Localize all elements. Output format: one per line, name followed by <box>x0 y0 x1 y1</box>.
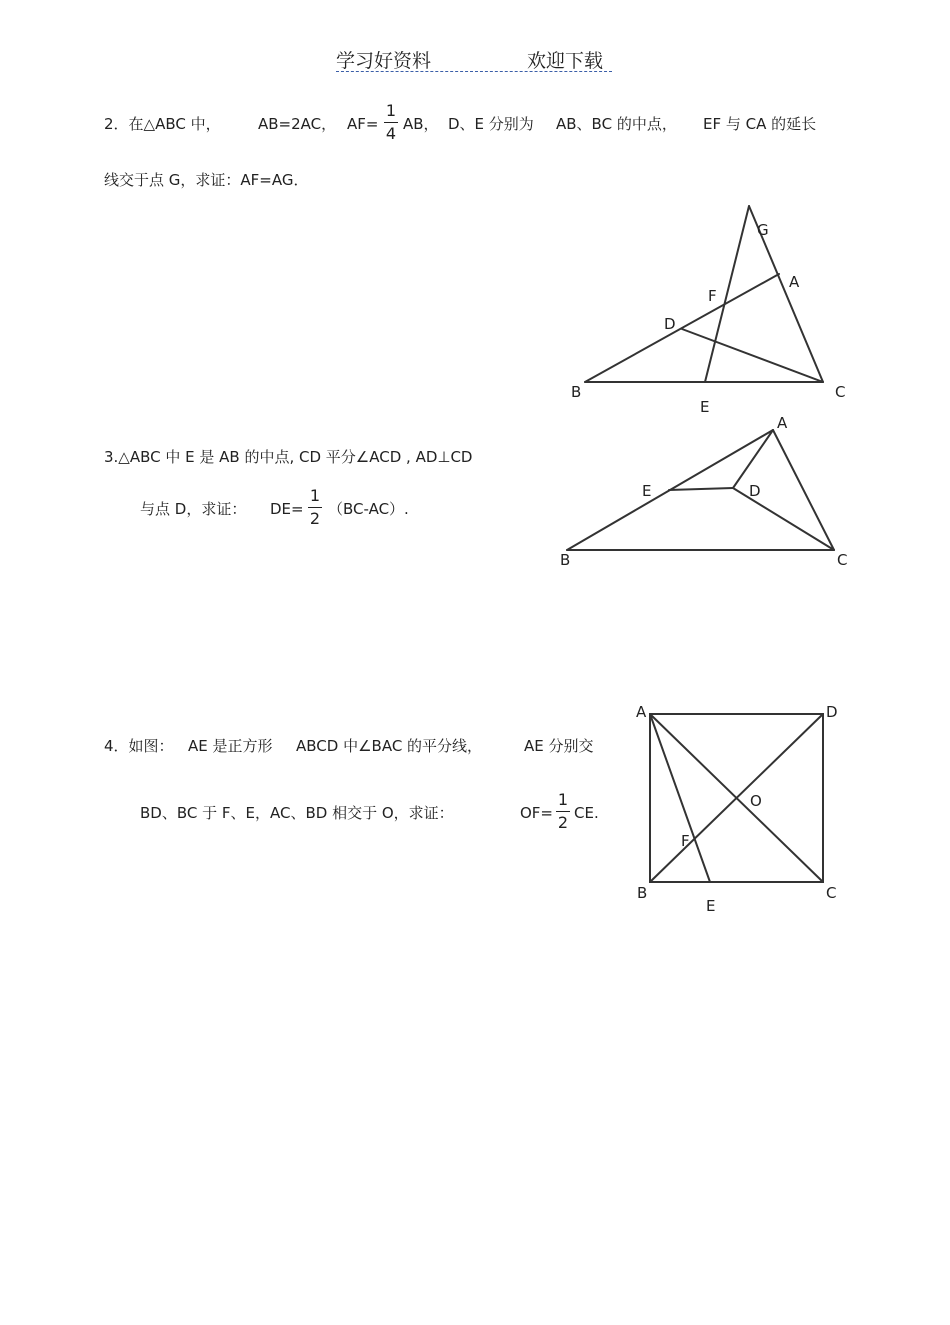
label-e: E <box>706 897 716 915</box>
problem-4-text-a: 4．如图： <box>104 737 174 755</box>
header-left-text: 学习好资料 <box>336 50 432 72</box>
segment-da <box>733 430 773 488</box>
label-c: C <box>837 551 848 569</box>
problem-2-text-e: D、E 分别为 <box>448 115 534 133</box>
fraction-numerator: 1 <box>309 486 321 505</box>
label-b: B <box>571 383 582 401</box>
problem-2-text-b: AB=2AC， <box>258 115 337 133</box>
problem-4-text-c: ABCD 中∠BAC 的平分线， <box>296 737 483 755</box>
label-o: O <box>750 792 762 810</box>
problem-2-text-c: AF= <box>347 115 379 133</box>
label-c: C <box>835 383 846 401</box>
problem-4-text-e: BD、BC 于 F、E，AC、BD 相交于 O，求证： <box>140 804 454 822</box>
label-a: A <box>777 414 788 432</box>
figure-problem-3 <box>567 430 834 550</box>
problem-3-text-a: 3.△ABC 中 E 是 AB 的中点, CD 平分∠ACD , AD⊥CD <box>104 448 473 466</box>
label-b: B <box>560 551 571 569</box>
label-a: A <box>789 273 800 291</box>
problem-2-text-a: 2．在△ABC 中， <box>104 115 221 133</box>
figure-problem-4 <box>650 714 823 882</box>
problem-2-text-g: EF 与 CA 的延长 <box>703 115 817 133</box>
problem-4-text-d: AE 分别交 <box>524 737 594 755</box>
segment-ed <box>669 488 733 490</box>
problem-2-text-f: AB、BC 的中点， <box>556 115 677 133</box>
problem-3-text-c: DE= <box>270 500 304 518</box>
label-f: F <box>708 287 717 305</box>
problem-3-text-d: （BC-AC）. <box>328 500 409 518</box>
label-d: D <box>749 482 761 500</box>
problem-4-text-f: OF= <box>520 804 554 822</box>
label-d: D <box>826 703 838 721</box>
label-f: F <box>681 832 690 850</box>
label-c: C <box>826 884 837 902</box>
problem-4-text-b: AE 是正方形 <box>188 737 273 755</box>
label-a: A <box>636 703 647 721</box>
problem-2-text-d: AB， <box>403 115 439 133</box>
fraction-numerator: 1 <box>385 101 397 120</box>
fraction-denominator: 2 <box>557 813 569 832</box>
problem-4-text-g: CE. <box>574 804 599 822</box>
segment-dc <box>682 329 823 382</box>
problem-3-text-b: 与点 D，求证： <box>140 500 247 518</box>
header-right-text: 欢迎下载 <box>527 50 604 72</box>
label-d: D <box>664 315 676 333</box>
fraction-denominator: 4 <box>385 124 397 143</box>
figure-problem-2 <box>585 206 823 382</box>
fraction-numerator: 1 <box>557 790 569 809</box>
label-g: G <box>757 221 769 239</box>
label-b: B <box>637 884 648 902</box>
label-e: E <box>700 398 710 416</box>
segment-ae <box>650 714 710 882</box>
fraction-denominator: 2 <box>309 509 321 528</box>
problem-2-line-2: 线交于点 G，求证：AF=AG． <box>104 171 309 189</box>
label-e: E <box>642 482 652 500</box>
